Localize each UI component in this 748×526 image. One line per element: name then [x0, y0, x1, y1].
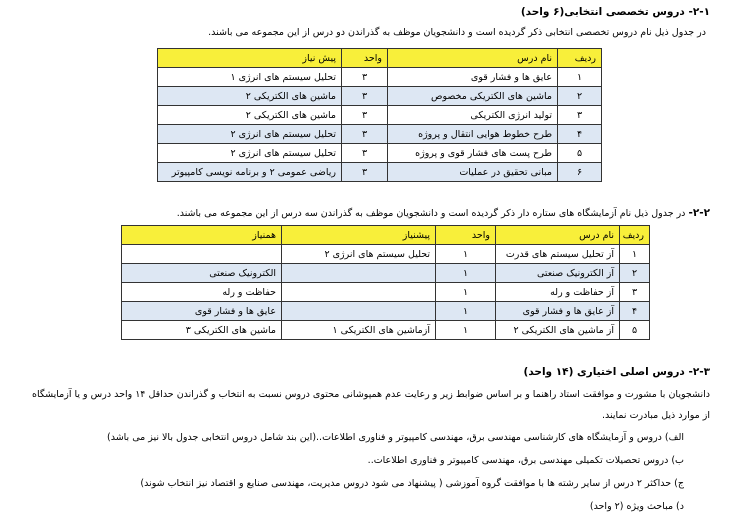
- cell-units: ۳: [342, 68, 388, 87]
- col-header-prerequisite: پیشنیاز: [282, 226, 436, 245]
- cell-corequisite: [122, 245, 282, 264]
- table-row: [122, 283, 650, 302]
- cell-units: ۳: [342, 144, 388, 163]
- cell-row-number: ۳: [558, 106, 602, 125]
- cell-units: ۱: [436, 264, 496, 283]
- cell-units: ۳: [342, 87, 388, 106]
- elective-courses-table: [157, 48, 602, 182]
- col-header-course-name: نام درس: [496, 226, 620, 245]
- cell-units: ۱: [436, 245, 496, 264]
- cell-corequisite: الکترونیک صنعتی: [122, 264, 282, 283]
- cell-course-name: مبانی تحقیق در عملیات: [388, 163, 558, 182]
- cell-course-name: آز حفاظت و رله: [496, 283, 620, 302]
- cell-prerequisite: تحلیل سیستم های انرژی ۲: [158, 144, 342, 163]
- cell-units: ۱: [436, 302, 496, 321]
- list-item: ب) دروس تحصیلات تکمیلی مهندسی برق، مهندسی کامپیوتر و فناوری اطلاعات..: [367, 455, 684, 466]
- cell-prerequisite: تحلیل سیستم های انرژی ۱: [158, 68, 342, 87]
- cell-units: ۳: [342, 125, 388, 144]
- col-header-units: واحد: [342, 49, 388, 68]
- cell-row-number: ۱: [620, 245, 650, 264]
- cell-prerequisite: ماشین های الکتریکی ۲: [158, 87, 342, 106]
- cell-units: ۳: [342, 106, 388, 125]
- cell-row-number: ۵: [558, 144, 602, 163]
- col-header-prerequisite: پیش نیاز: [158, 49, 342, 68]
- table-header-row: [158, 49, 602, 68]
- cell-course-name: عایق ها و فشار قوی: [388, 68, 558, 87]
- cell-course-name: آز عایق ها و فشار قوی: [496, 302, 620, 321]
- cell-row-number: ۱: [558, 68, 602, 87]
- col-header-course-name: نام درس: [388, 49, 558, 68]
- labs-table: [121, 225, 650, 340]
- cell-row-number: ۲: [620, 264, 650, 283]
- cell-prerequisite: آزماشین های الکتریکی ۱: [282, 321, 436, 340]
- table-row: [158, 87, 602, 106]
- cell-units: ۱: [436, 283, 496, 302]
- section1-intro: در جدول ذیل نام دروس تخصصی انتخابی ذکر گردیده است و دانشجویان موظف به گذراندن دو درس از این مجموعه می باشند.: [208, 27, 706, 38]
- cell-row-number: ۵: [620, 321, 650, 340]
- cell-prerequisite: [282, 264, 436, 283]
- cell-row-number: ۴: [558, 125, 602, 144]
- col-header-row-number: ردیف: [558, 49, 602, 68]
- cell-prerequisite: تحلیل سیستم های انرژی ۲: [158, 125, 342, 144]
- cell-course-name: آز تحلیل سیستم های قدرت: [496, 245, 620, 264]
- table-header-row: [122, 226, 650, 245]
- cell-corequisite: حفاظت و رله: [122, 283, 282, 302]
- section3-heading: ۲-۳- دروس اصلی اختیاری (۱۴ واحد): [523, 366, 710, 378]
- list-item: ج) حداکثر ۲ درس از سایر رشته ها با موافقت گروه آموزشی ( پیشنهاد می شود دروس مدیریت، مهندسی صنایع و اقتصاد نیز انتخاب شوند): [140, 478, 684, 489]
- table-row: [158, 144, 602, 163]
- cell-course-name: تولید انرژی الکتریکی: [388, 106, 558, 125]
- table-row: [158, 68, 602, 87]
- cell-prerequisite: [282, 302, 436, 321]
- table-row: [122, 264, 650, 283]
- cell-row-number: ۴: [620, 302, 650, 321]
- cell-course-name: ماشین های الکتریکی مخصوص: [388, 87, 558, 106]
- cell-row-number: ۲: [558, 87, 602, 106]
- cell-corequisite: ماشین های الکتریکی ۳: [122, 321, 282, 340]
- table-row: [158, 163, 602, 182]
- cell-course-name: آز ماشین های الکتریکی ۲: [496, 321, 620, 340]
- col-header-corequisite: همنیاز: [122, 226, 282, 245]
- table-row: [122, 302, 650, 321]
- section1-heading: ۲-۱- دروس تخصصی انتخابی(۶ واحد): [520, 6, 710, 18]
- list-item: الف) دروس و آزمایشگاه های کارشناسی مهندسی برق، مهندسی کامپیوتر و فناوری اطلاعات..(این بند شامل دروس انتخابی جدول بالا نیز می باشد): [107, 432, 684, 443]
- section2-intro-line: [177, 207, 710, 219]
- cell-course-name: طرح خطوط هوایی انتقال و پروژه: [388, 125, 558, 144]
- cell-prerequisite: ماشین های الکتریکی ۲: [158, 106, 342, 125]
- cell-row-number: ۳: [620, 283, 650, 302]
- table-row: [122, 245, 650, 264]
- section3-para-line1: دانشجویان با مشورت و موافقت استاد راهنما و بر اساس ضوابط زیر و رعایت عدم همپوشانی محتوی دروس نسبت به انتخاب و گذراندن حداقل ۱۴ واحد درس و یا آزمایشگاه: [32, 389, 710, 400]
- section2-heading: ۲-۲-: [688, 207, 710, 219]
- table-row: [158, 125, 602, 144]
- col-header-units: واحد: [436, 226, 496, 245]
- cell-prerequisite: [282, 283, 436, 302]
- cell-prerequisite: تحلیل سیستم های انرژی ۲: [282, 245, 436, 264]
- cell-corequisite: عایق ها و فشار قوی: [122, 302, 282, 321]
- section3-para-line2: از موارد ذیل مبادرت نمایند.: [602, 410, 710, 421]
- cell-prerequisite: ریاضی عمومی ۲ و برنامه نویسی کامپیوتر: [158, 163, 342, 182]
- cell-course-name: آز الکترونیک صنعتی: [496, 264, 620, 283]
- table-row: [158, 106, 602, 125]
- section2-intro: در جدول ذیل نام آزمایشگاه های ستاره دار ذکر گردیده است و دانشجویان موظف به گذراندن سه درس از این مجموعه می باشند.: [176, 208, 686, 219]
- cell-course-name: طرح پست های فشار قوی و پروژه: [388, 144, 558, 163]
- cell-row-number: ۶: [558, 163, 602, 182]
- col-header-row-number: ردیف: [620, 226, 650, 245]
- list-item: د) مباحث ویژه (۲ واحد): [589, 501, 684, 512]
- cell-units: ۳: [342, 163, 388, 182]
- cell-units: ۱: [436, 321, 496, 340]
- table-row: [122, 321, 650, 340]
